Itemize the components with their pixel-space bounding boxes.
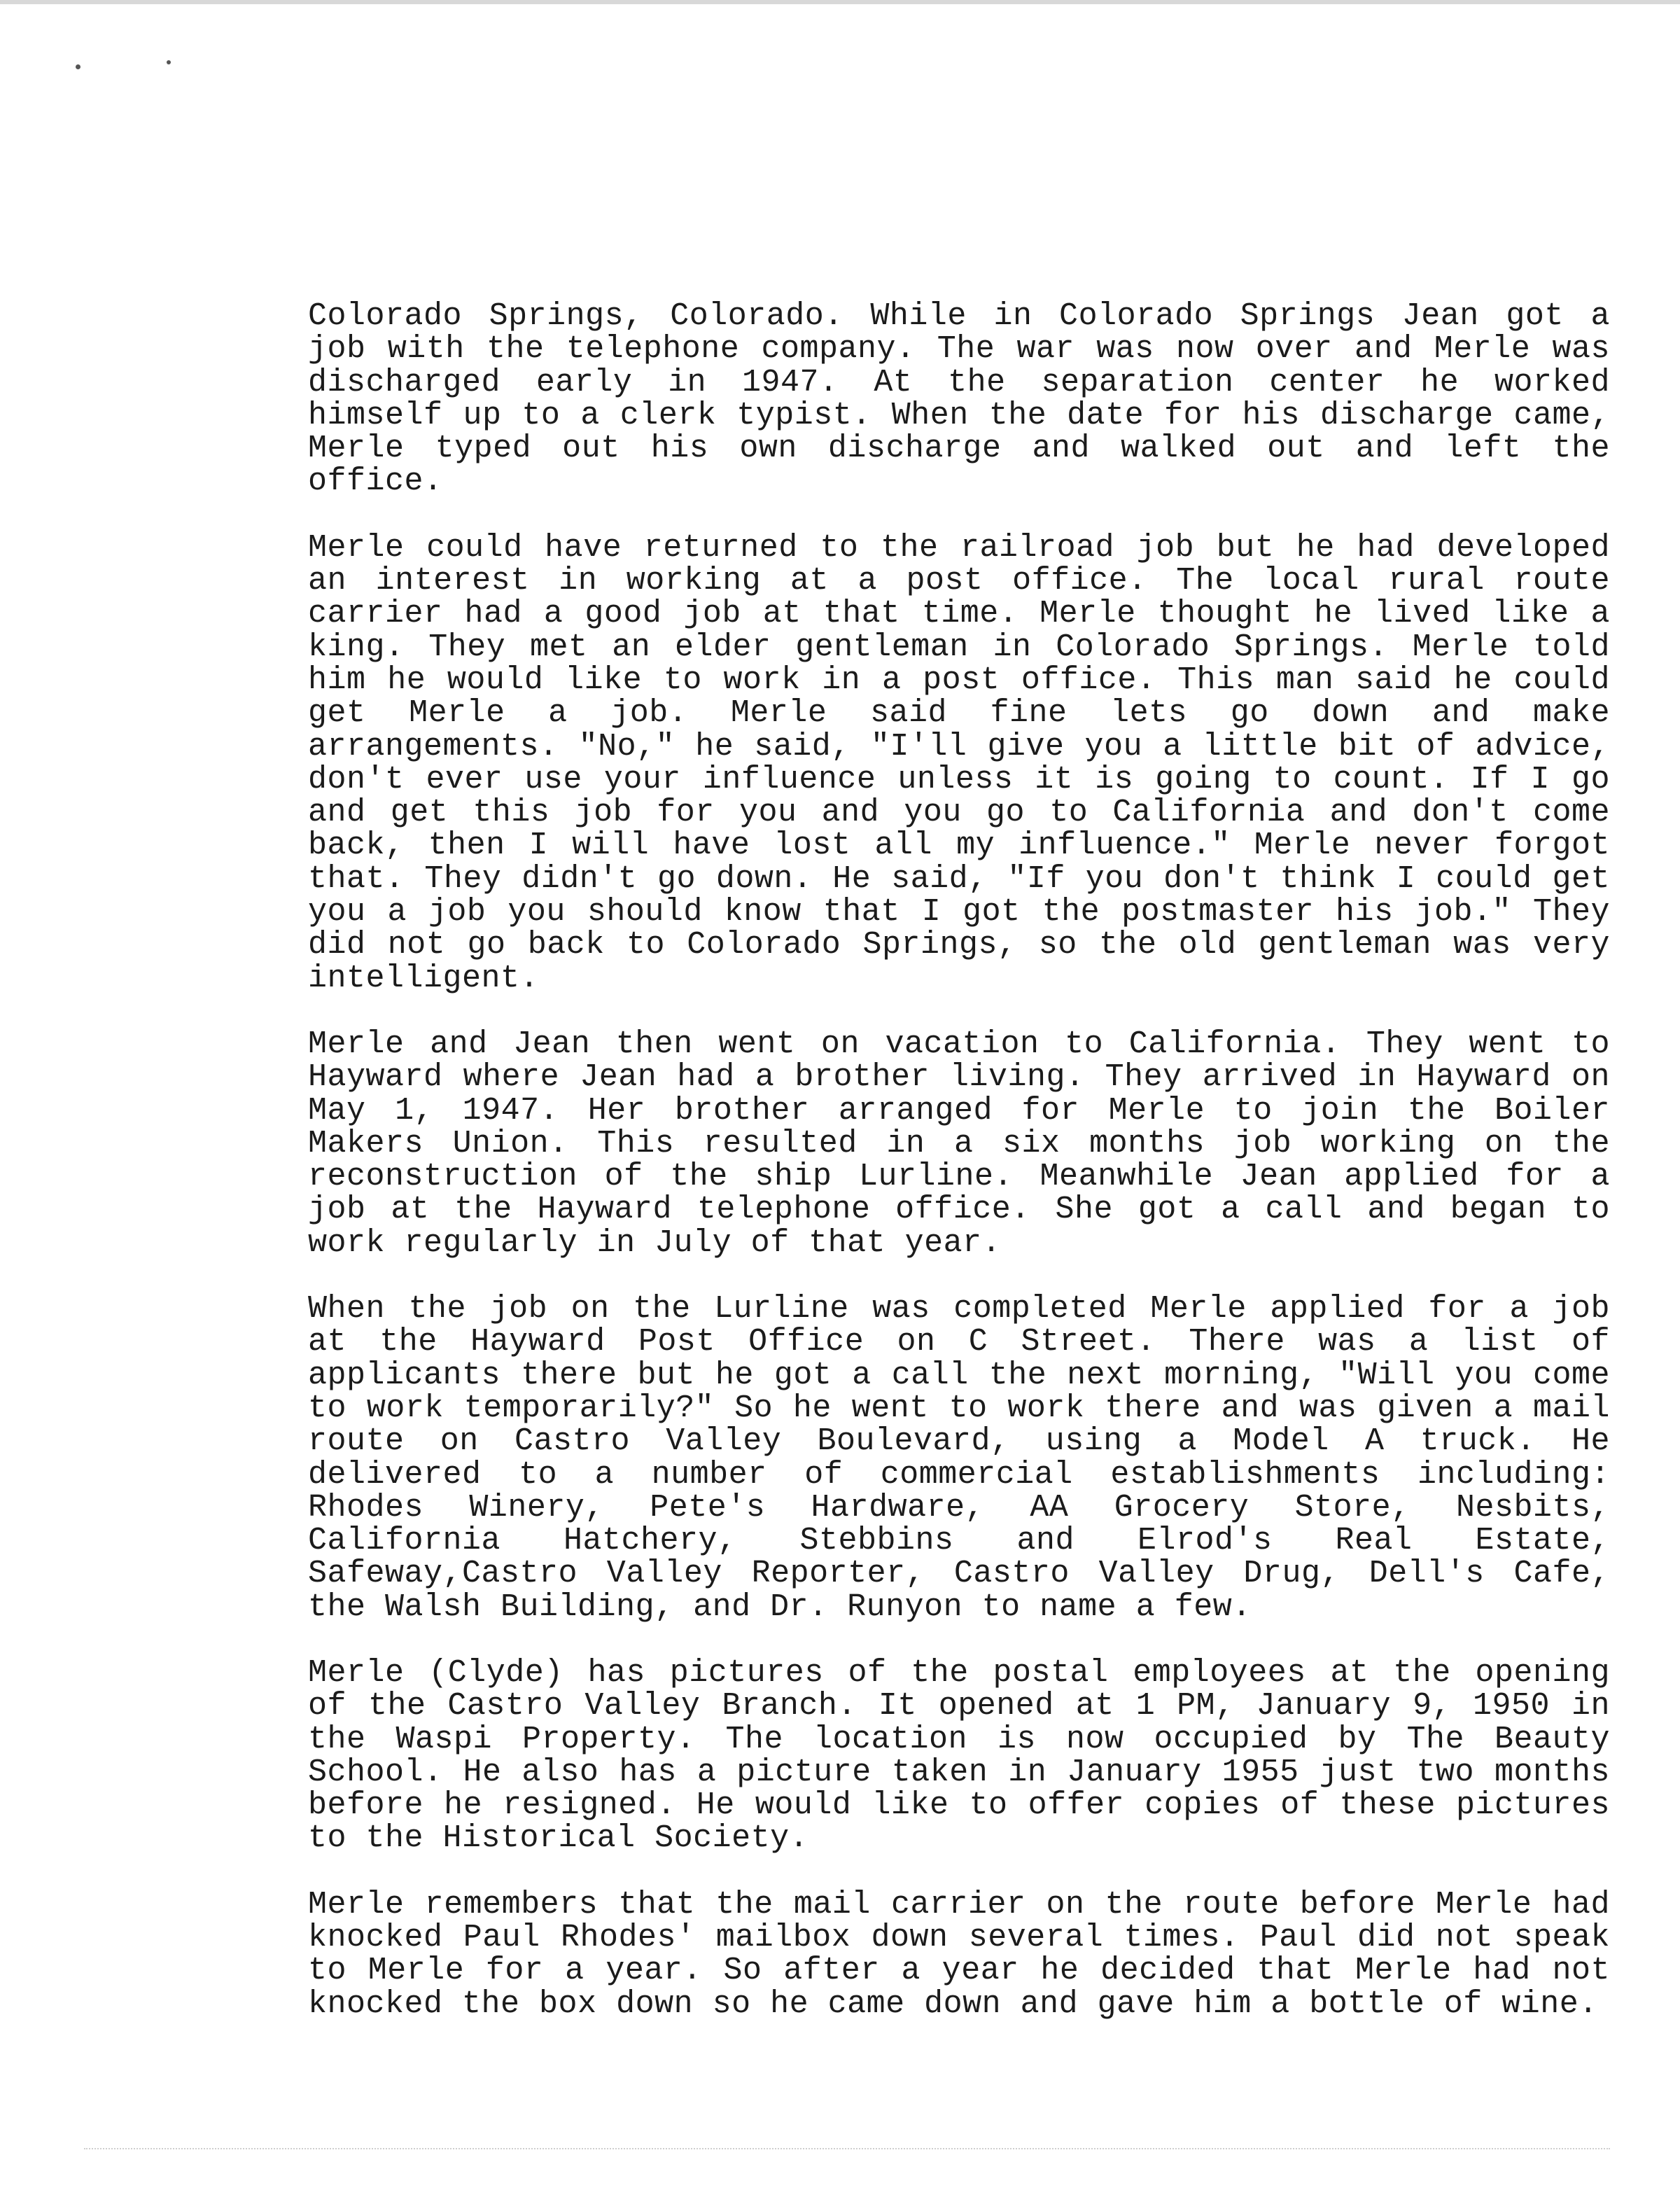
paragraph-california-vacation: Merle and Jean then went on vacation to California. They went to Hayward where Jean had a brother living. They arrived in Hayward on May 1, 1947. Her brother arranged for Merle to join the Boiler Makers Union. This resulted in a six months job working on the reconstruction of the ship Lurline. Meanwhile Jean applied for a job at the Hayward telephone office. She got a call and began to work regularly in July of that year. (308, 1026, 1610, 1261)
paragraph-post-office-advice: Merle could have returned to the railroad job but he had developed an interest in working at a post office. The local rural route carrier had a good job at that time. Merle thought he lived like a king. They met an elder gentleman in Colorado Springs. Merle told him he would like to work in a post office. This man said he could get Merle a job. Merle said fine lets go down and make arrangements. "No," he said, "I'll give you a little bit of advice, don't ever use your influence unless it is going to count. If I go and get this job for you and you go to California and don't come back, then I will have lost all my influence." Merle never forgot that. They didn't go down. He said, "If you don't think I could get you a job you should know that I got the postmaster his job." They did not go back to Colorado Springs, so the old gentleman was very intelligent. (308, 529, 1610, 996)
document-body (308, 300, 1610, 2053)
paragraph-mailbox-story: Merle remembers that the mail carrier on the route before Merle had knocked Paul Rhodes' mailbox down several times. Paul did not speak to Merle for a year. So after a year he decided that Merle had not knocked the box down so he came down and gave him a bottle of wine. (308, 1886, 1610, 2022)
scan-bottom-noise (84, 2148, 1610, 2151)
paragraph-castro-valley-branch: Merle (Clyde) has pictures of the postal employees at the opening of the Castro Valley Branch. It opened at 1 PM, January 9, 1950 in the Waspi Property. The location is now occupied by The Beauty School. He also has a picture taken in January 1955 just two months before he resigned. He would like to offer copies of these pictures to the Historical Society. (308, 1654, 1610, 1857)
paragraph-hayward-post-office: When the job on the Lurline was completed Merle applied for a job at the Hayward Post Office on C Street. There was a list of applicants there but he got a call the next morning, "Will you come to work temporarily?" So he went to work there and was given a mail route on Castro Valley Boulevard, using a Model A truck. He delivered to a number of commercial establishments including: Rhodes Winery, Pete's Hardware, AA Grocery Store, Nesbits, California Hatchery, Stebbins and Elrod's Real Estate, Safeway,Castro Valley Reporter, Castro Valley Drug, Dell's Cafe, the Walsh Building, and Dr. Runyon to name a few. (308, 1291, 1610, 1625)
scan-top-edge (0, 0, 1680, 4)
scan-speck (76, 64, 80, 69)
paragraph-colorado-springs: Colorado Springs, Colorado. While in Colorado Springs Jean got a job with the telephone company. The war was now over and Merle was discharged early in 1947. At the separation center he worked himself up to a clerk typist. When the date for his discharge came, Merle typed out his own discharge and walked out and left the office. (308, 298, 1610, 500)
scan-speck (167, 60, 171, 64)
